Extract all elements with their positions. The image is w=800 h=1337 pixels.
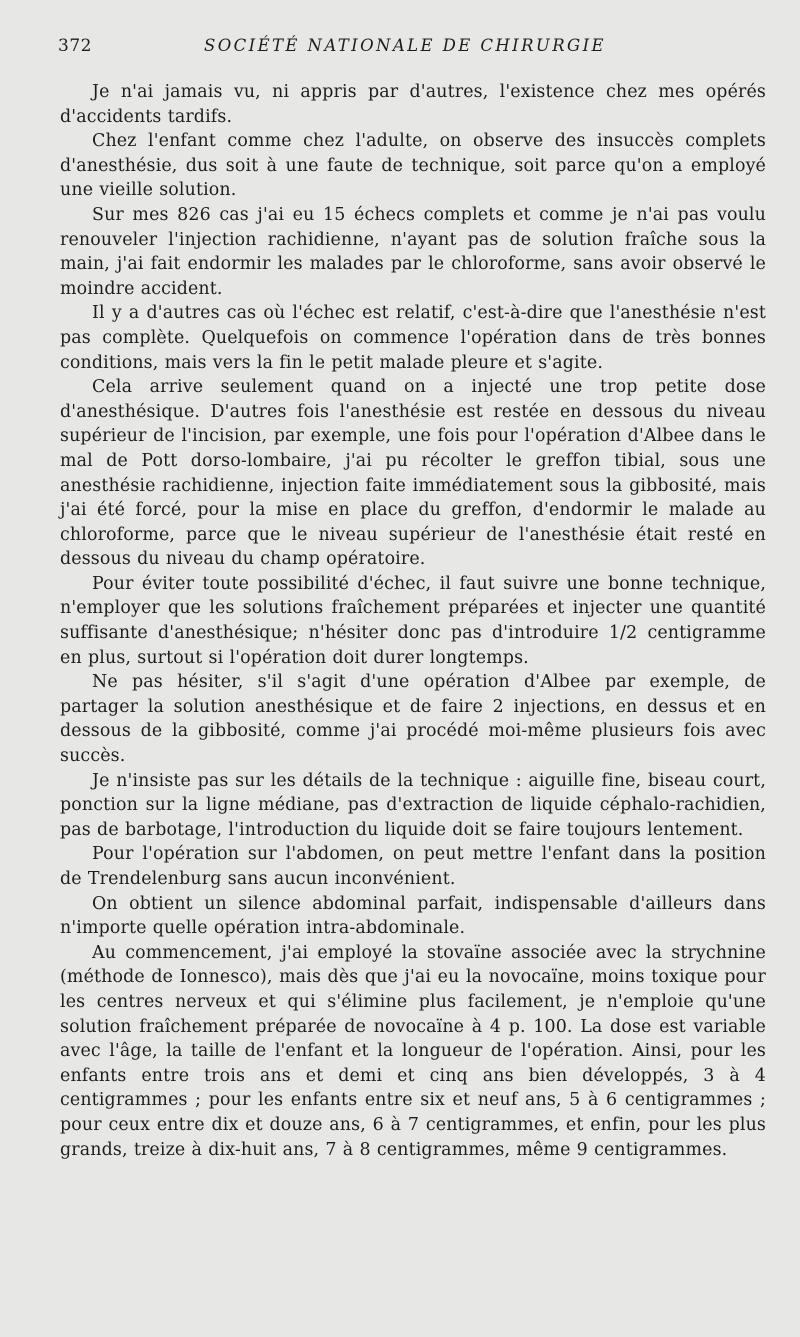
paragraph-11: Au commencement, j'ai employé la stovaïne associée avec la strychnine (méthode de Ionnesco), mais dès que j'ai eu la novocaïne, moins toxique pour les centres nerveux et qui s'élimine plus facilement, je n'emploie qu'une solution fraîchement préparée de novocaïne à 4 p. 100. La dose est variable avec l'âge, la taille de l'enfant et la longueur de l'opération. Ainsi, pour les enfants entre trois ans et demi et cinq ans bien développés, 3 à 4 centigrammes ; pour les enfants entre six et neuf ans, 5 à 6 centigrammes ; pour ceux entre dix et douze ans, 6 à 7 centigrammes, et enfin, pour les plus grands, treize à dix-huit ans, 7 à 8 centigrammes, même 9 centigrammes. — [60, 942, 766, 1160]
paragraph-1: Je n'ai jamais vu, ni appris par d'autres, l'existence chez mes opérés d'accidents tardifs. — [60, 82, 766, 127]
running-title: SOCIÉTÉ NATIONALE DE CHIRURGIE — [204, 36, 606, 55]
paragraph-4: Il y a d'autres cas où l'échec est relatif, c'est-à-dire que l'anesthésie n'est pas complète. Quelquefois on commence l'opération dans de très bonnes conditions, mais vers la fin le petit malade pleure et s'agite. — [60, 303, 766, 373]
page-header — [58, 36, 760, 64]
paragraph-3: Sur mes 826 cas j'ai eu 15 échecs complets et comme je n'ai pas voulu renouveler l'injection rachidienne, n'ayant pas de solution fraîche sous la main, j'ai fait endormir les malades par le chloroforme, sans avoir observé le moindre accident. — [60, 204, 766, 299]
paragraph-10: On obtient un silence abdominal parfait, indispensable d'ailleurs dans n'importe quelle opération intra-abdominale. — [60, 893, 766, 939]
page-number: 372 — [58, 36, 92, 56]
paragraph-2: Chez l'enfant comme chez l'adulte, on observe des insuccès complets d'anesthésie, dus soit à une faute de technique, soit parce qu'on a employé une vieille solution. — [60, 131, 766, 201]
paragraph-9: Pour l'opération sur l'abdomen, on peut mettre l'enfant dans la position de Trendelenburg sans aucun inconvénient. — [60, 844, 766, 889]
paragraph-6: Pour éviter toute possibilité d'échec, il faut suivre une bonne technique, n'employer que les solutions fraîchement préparées et injecter une quantité suffisante d'anesthésique; n'hésiter donc pas d'introduire 1/2 centigramme en plus, surtout si l'opération doit durer longtemps. — [60, 573, 766, 668]
paragraph-8: Je n'insiste pas sur les détails de la technique : aiguille fine, biseau court, ponction sur la ligne médiane, pas d'extraction de liquide céphalo-rachidien, pas de barbotage, l'introduction du liquide doit se faire toujours lentement. — [60, 770, 766, 840]
body-text — [60, 80, 766, 1162]
paragraph-5: Cela arrive seulement quand on a injecté une trop petite dose d'anesthésique. D'autres fois l'anesthésie est restée en dessous du niveau supérieur de l'incision, par exemple, une fois pour l'opération d'Albee dans le mal de Pott dorso-lombaire, j'ai pu récolter le greffon tibial, sous une anesthésie rachidienne, injection faite immédiatement sous la gibbosité, mais j'ai été forcé, pour la mise en place du greffon, d'endormir le malade au chloroforme, parce que le niveau supérieur de l'anesthésie était resté en dessous du niveau du champ opératoire. — [60, 377, 766, 570]
paragraph-7: Ne pas hésiter, s'il s'agit d'une opération d'Albee par exemple, de partager la solution anesthésique et de faire 2 injections, en dessus et en dessous de la gibbosité, comme j'ai procédé moi-même plusieurs fois avec succès. — [60, 672, 766, 767]
